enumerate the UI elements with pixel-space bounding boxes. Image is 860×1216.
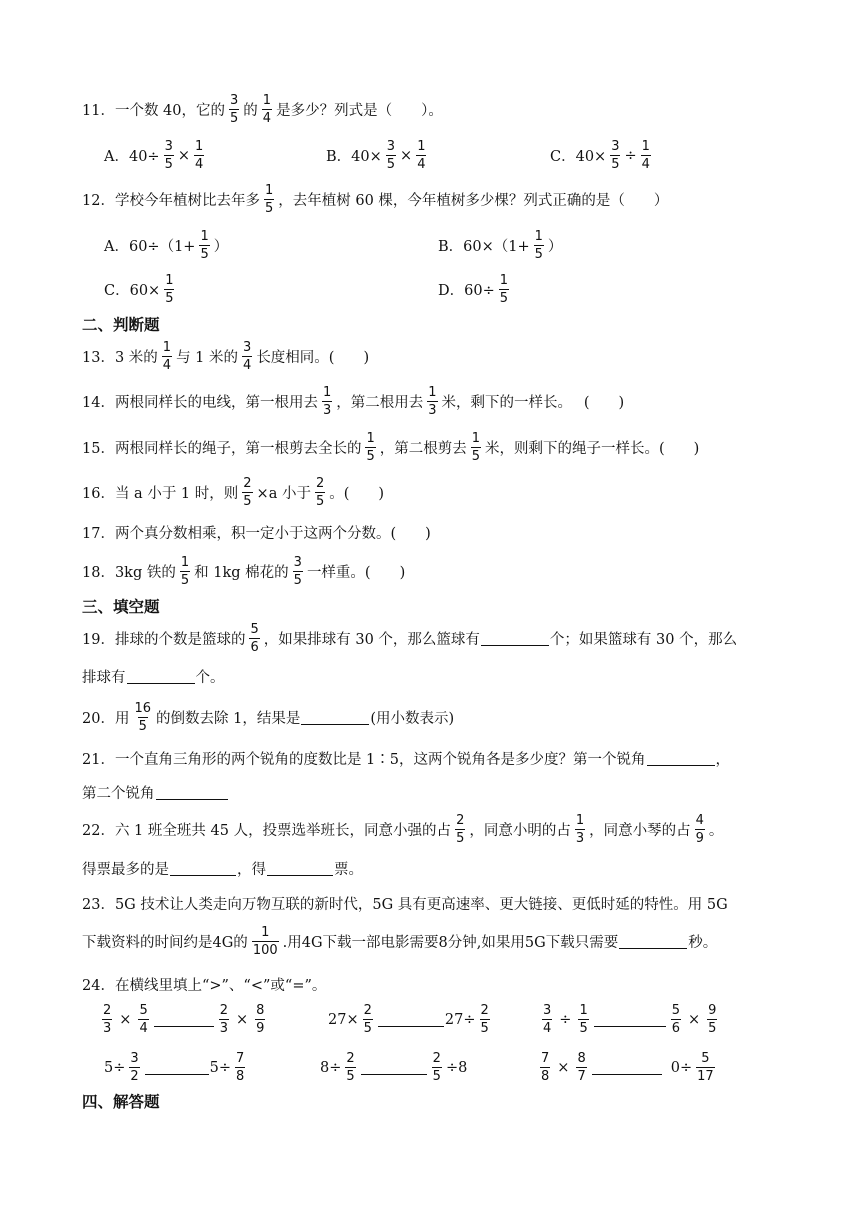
fraction-denominator: 5 [243,494,252,509]
fraction [540,1052,550,1083]
fraction [249,623,259,654]
fraction [671,1004,681,1035]
fraction-numerator: 7 [541,1051,550,1066]
fraction-denominator: 3 [575,831,585,846]
fraction-denominator: 5 [480,1021,489,1036]
fraction [129,1052,139,1083]
question-text: 8÷ [320,1059,342,1076]
fraction-numerator: 3 [230,93,239,108]
fraction-denominator: 5 [200,247,209,262]
fraction-numerator: 1 [366,431,375,446]
question-text: 个；如果篮球有 30 个，那么 [549,632,738,648]
question-text: A．60÷（1+ [104,239,196,255]
fraction [252,926,279,957]
fraction-numerator: 5 [250,622,259,637]
fraction-denominator: 3 [103,1021,112,1036]
question-text: 米，则剩下的绳子一样长。( ) [485,441,700,457]
question-text: ÷ [624,147,637,164]
answer-blank[interactable] [378,1012,444,1027]
fraction-denominator: 5 [611,157,620,172]
q11-text: 11．一个数 40，它的 [82,103,226,119]
q11-option-b[interactable] [326,140,430,171]
fraction-denominator: 5 [363,1021,372,1036]
question-text: ，同意小明的占 [469,823,571,839]
fraction [229,94,239,125]
compare-item [320,1052,467,1083]
fraction [707,1004,717,1035]
fraction-numerator: 16 [134,701,151,716]
fraction [138,1004,148,1035]
fraction [365,432,375,463]
fraction-numerator: 1 [534,229,543,244]
question-12 [82,184,668,215]
answer-blank[interactable] [154,1012,214,1027]
fraction-denominator: 4 [139,1021,148,1036]
fraction [133,702,152,733]
question-text: .用4G下载一部电影需要8分钟,如果用5G下载只需要 [282,935,619,951]
question-text: 12．学校今年植树比去年多 [82,193,260,209]
fraction [162,341,172,372]
fraction-denominator: 5 [432,1069,441,1084]
question-text: 长度相同。( ) [256,350,370,366]
fraction-denominator: 4 [243,358,252,373]
fraction-numerator: 1 [165,273,174,288]
fraction-denominator: 8 [236,1069,245,1084]
fraction-numerator: 2 [219,1003,228,1018]
section-title-judgement: 二、判断题 [82,316,160,334]
fraction-numerator: 3 [543,1003,552,1018]
question-text: 20．用 [82,711,130,727]
fraction-denominator: 5 [180,573,190,588]
fraction-denominator: 5 [456,831,465,846]
compare-item [536,1052,719,1083]
fraction [242,477,252,508]
question-14 [82,386,624,417]
fraction-numerator: 8 [256,1003,265,1018]
question-text: × [688,1011,701,1028]
fraction-numerator: 3 [611,139,620,154]
fraction-denominator: 2 [130,1069,139,1084]
answer-blank[interactable] [647,751,715,766]
question-text: C．60× [104,283,161,299]
question-19 [82,623,737,654]
fraction-numerator: 2 [243,476,252,491]
question-text: ÷8 [445,1059,468,1076]
question-21 [82,748,730,769]
fraction [315,477,325,508]
section-title-fill-in: 三、填空题 [82,598,160,616]
fraction-numerator: 1 [471,431,481,446]
question-11 [82,94,443,125]
question-15 [82,432,699,463]
fraction-numerator: 1 [428,385,437,400]
question-text: ） [213,239,229,255]
fraction-numerator: 1 [162,340,172,355]
compare-item [328,1004,494,1035]
q12-option-a[interactable] [104,230,228,261]
question-text: ×a 小于 [256,486,311,502]
fraction-denominator: 5 [293,573,302,588]
question-text: ） [547,239,563,255]
answer-blank[interactable] [267,861,333,876]
fraction-denominator: 5 [346,1069,355,1084]
fraction [480,1004,490,1035]
fraction [255,1004,265,1035]
compare-item [98,1004,269,1035]
question-23 [82,893,728,914]
question-text: 得票最多的是 [82,862,169,878]
question-22 [82,814,723,845]
fraction-denominator: 5 [579,1021,588,1036]
compare-item [104,1052,249,1083]
fraction [264,184,274,215]
answer-blank[interactable] [170,861,236,876]
question-21-line2 [82,782,229,803]
question-text: 16．当 a 小于 1 时，则 [82,486,239,502]
fraction-denominator: 100 [252,943,278,958]
question-text: 个。 [195,670,225,686]
question-text: 和 1kg 棉花的 [194,565,289,581]
fraction [199,230,209,261]
question-text: B．40× [326,149,382,165]
fraction-denominator: 4 [162,358,172,373]
fraction [534,230,544,261]
fraction-denominator: 4 [417,157,426,172]
fraction-numerator: 3 [243,340,252,355]
fraction-denominator: 9 [695,831,704,846]
fraction [235,1052,245,1083]
fraction-numerator: 2 [103,1003,112,1018]
question-text: × [177,147,191,164]
fraction-denominator: 5 [164,157,173,172]
fraction [180,556,190,587]
question-19-line2 [82,666,225,687]
fraction-numerator: 8 [577,1051,586,1066]
question-text: 5÷ [104,1059,126,1076]
section-title-solve: 四、解答题 [82,1093,160,1111]
answer-blank[interactable] [145,1060,209,1075]
question-text: 18．3kg 铁的 [82,565,176,581]
fraction-numerator: 5 [701,1051,710,1066]
fraction-numerator: 9 [708,1003,717,1018]
question-text: (用小数表示) [370,711,455,727]
question-23-line2 [82,926,717,957]
answer-blank[interactable] [592,1060,662,1075]
fraction-denominator: 9 [256,1021,265,1036]
fraction-denominator: 5 [165,291,174,306]
question-16 [82,477,384,508]
fraction [363,1004,373,1035]
answer-blank[interactable] [127,669,195,684]
answer-blank[interactable] [301,710,369,725]
question-20 [82,702,454,733]
fraction-denominator: 5 [386,157,396,172]
fraction-numerator: 2 [315,476,325,491]
question-text: 。( ) [329,486,385,502]
fraction-numerator: 1 [499,273,509,288]
fraction [576,1052,586,1083]
fraction-numerator: 4 [695,813,704,828]
fraction [695,814,705,845]
fraction-numerator: 2 [480,1003,489,1018]
question-text: ，如果排球有 30 个，那么篮球有 [263,632,480,648]
fraction-denominator: 5 [534,247,543,262]
question-text: 的 [243,103,258,119]
fraction [432,1052,442,1083]
question-text: 13．3 米的 [82,350,158,366]
fraction-numerator: 5 [671,1003,680,1018]
question-text: 米，剩下的一样长。 ( ) [441,395,625,411]
question-text: ，得 [237,862,266,878]
fraction-numerator: 2 [432,1051,441,1066]
question-text: A．40÷ [104,149,160,165]
fraction-numerator: 3 [130,1051,139,1066]
fraction-numerator: 3 [164,139,173,154]
question-text: 。 [708,823,724,839]
fraction-numerator: 3 [386,139,396,154]
fraction [102,1004,112,1035]
question-text: 17．两个真分数相乘，积一定小于这两个分数。( ) [82,526,431,542]
fraction-denominator: 8 [541,1069,550,1084]
q11-option-a[interactable] [104,140,208,171]
compare-item [538,1004,721,1035]
question-text: 的倒数去除 1，结果是 [156,711,301,727]
fraction-denominator: 5 [230,111,239,126]
fraction [455,814,465,845]
question-text: 23．5G 技术让人类走向万物互联的新时代，5G 具有更高速率、更大链接、更低时延的特性。用 5G [82,897,728,913]
question-24 [82,974,326,995]
answer-blank[interactable] [619,934,687,949]
question-18 [82,556,405,587]
question-text: 0÷ [670,1059,693,1076]
fraction-denominator: 6 [250,640,259,655]
answer-blank[interactable] [594,1012,666,1027]
question-text: ，第二根用去 [336,395,424,411]
question-text: 下载资料的时间约是4G的 [82,935,248,951]
fraction-denominator: 5 [315,494,325,509]
question-13 [82,341,369,372]
question-text: ，同意小琴的占 [589,823,691,839]
fraction-numerator: 1 [200,229,209,244]
question-22-line2 [82,858,363,879]
fraction [164,140,174,171]
fraction [610,140,620,171]
fraction-denominator: 17 [697,1069,714,1084]
answer-blank[interactable] [481,631,549,646]
fraction [416,140,426,171]
question-text: 15．两根同样长的绳子，第一根剪去全长的 [82,441,362,457]
fraction [293,556,303,587]
question-text: ，去年植树 60 棵，今年植树多少棵？列式正确的是（ ） [278,193,669,209]
question-text: C．40× [550,149,607,165]
question-text: 一样重。( ) [306,565,406,581]
fraction-numerator: 1 [195,139,204,154]
fraction-numerator: 1 [180,555,190,570]
fraction-denominator: 4 [262,111,272,126]
fraction [322,386,332,417]
fraction [542,1004,552,1035]
fraction-denominator: 5 [471,449,481,464]
question-text: × [119,1011,132,1028]
fraction-numerator: 1 [322,385,332,400]
fraction-numerator: 2 [456,813,465,828]
answer-blank[interactable] [361,1060,427,1075]
fraction [345,1052,355,1083]
question-text: 排球有 [82,670,126,686]
question-text: 是多少？列式是（ ）。 [276,103,443,119]
fraction-numerator: 1 [575,813,585,828]
question-text: 14．两根同样长的电线，第一根用去 [82,395,318,411]
question-text: B．60×（1+ [438,239,530,255]
fraction-numerator: 1 [417,139,426,154]
fraction-denominator: 5 [708,1021,717,1036]
question-17 [82,522,431,543]
fraction [578,1004,588,1035]
fraction-denominator: 5 [138,719,147,734]
fraction [427,386,437,417]
fraction [194,140,204,171]
fraction-numerator: 5 [139,1003,148,1018]
answer-blank[interactable] [156,785,228,800]
fraction-denominator: 3 [428,403,437,418]
question-text: × [400,147,413,164]
question-text: ， [715,752,731,768]
fraction-numerator: 7 [236,1051,245,1066]
fraction-denominator: 4 [543,1021,552,1036]
fraction-denominator: 6 [671,1021,680,1036]
fraction-denominator: 3 [322,403,332,418]
fraction-denominator: 5 [499,291,509,306]
fraction [471,432,481,463]
question-text: 5÷ [209,1059,232,1076]
q12-option-c[interactable] [104,274,178,305]
fraction [242,341,252,372]
fraction-denominator: 3 [219,1021,228,1036]
question-text: 19．排球的个数是篮球的 [82,632,246,648]
fraction-numerator: 2 [346,1051,355,1066]
question-text: ÷ [559,1011,572,1028]
fraction [386,140,396,171]
fraction-numerator: 1 [641,139,650,154]
fraction-numerator: 1 [262,93,272,108]
fraction-numerator: 1 [264,183,274,198]
question-text: 24．在横线里填上“>”、“<”或“=”。 [82,978,327,994]
fraction-denominator: 4 [195,157,204,172]
q12-option-d[interactable] [438,274,513,305]
question-text: 27× [328,1011,359,1028]
fraction-denominator: 5 [264,201,274,216]
question-text: 22．六 1 班全班共 45 人，投票选举班长，同意小强的占 [82,823,452,839]
fraction [696,1052,715,1083]
question-text: × [236,1011,249,1028]
fraction [499,274,509,305]
fraction-numerator: 2 [363,1003,372,1018]
q11-option-c[interactable] [550,140,655,171]
fraction-numerator: 3 [293,555,302,570]
fraction-denominator: 4 [641,157,650,172]
fraction [164,274,174,305]
question-text: D．60÷ [438,283,495,299]
fraction [641,140,651,171]
question-text: 27÷ [444,1011,476,1028]
q12-option-b[interactable] [438,230,562,261]
fraction-denominator: 7 [577,1069,586,1084]
question-text: 21．一个直角三角形的两个锐角的度数比是 1∶5，这两个锐角各是多少度？第一个锐角 [82,752,646,768]
fraction-numerator: 1 [261,925,270,940]
question-text: 票。 [334,862,363,878]
question-text: × [557,1059,570,1076]
fraction [575,814,585,845]
question-text: ，第二根剪去 [379,441,467,457]
question-text: 与 1 米的 [176,350,239,366]
fraction-numerator: 1 [579,1003,588,1018]
question-text: 第二个锐角 [82,786,155,802]
question-text: 秒。 [688,935,718,951]
fraction [262,94,272,125]
fraction [219,1004,229,1035]
fraction-denominator: 5 [366,449,375,464]
